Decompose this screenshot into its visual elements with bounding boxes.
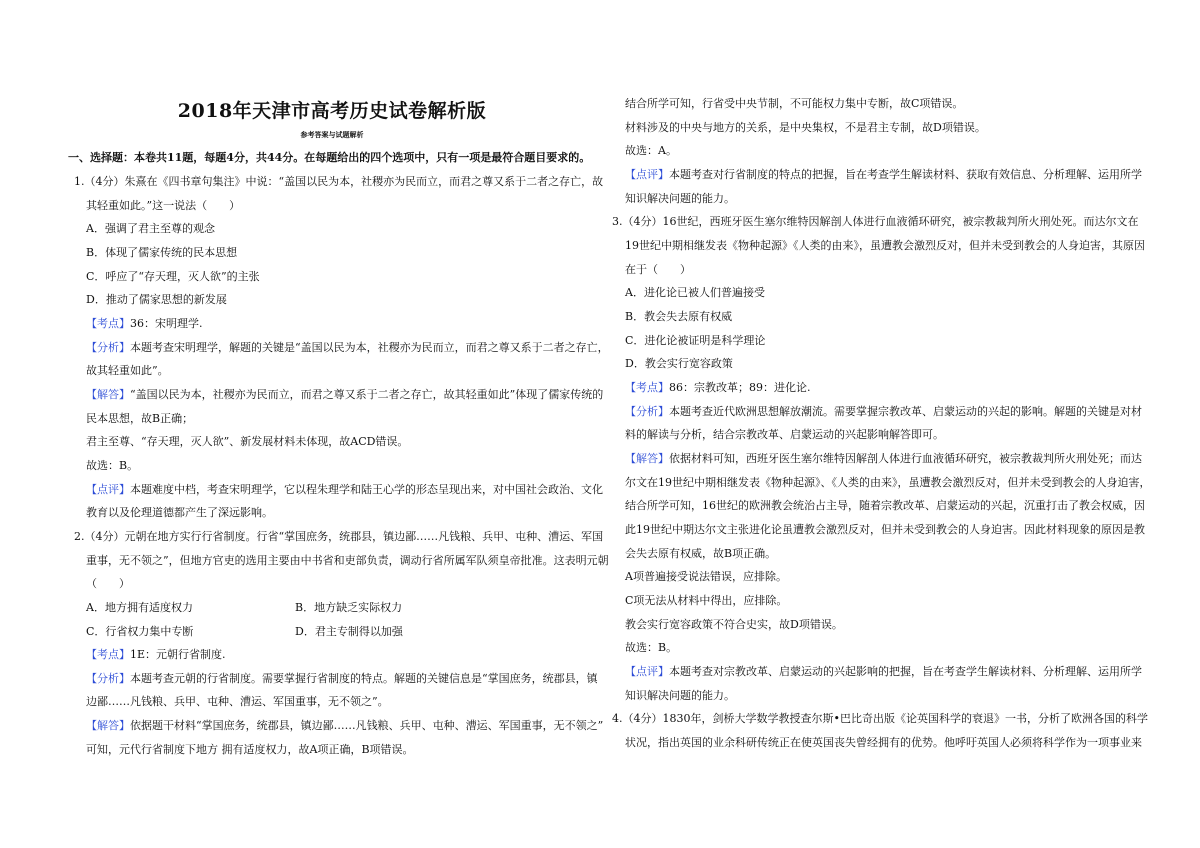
q3-option-d: D．教会实行宽容政策 <box>625 357 733 370</box>
q3-jieda-cont: 会失去原有权威，故B项正确。 <box>625 547 777 560</box>
q3-stem-line: 3.（4分）16世纪，西班牙医生塞尔维特因解剖人体进行血液循环研究，被宗教裁判所火刑处死。而达尔文在 <box>612 215 1139 228</box>
q1-jieda-cont: 君主至尊、“存天理，灭人欲”、新发展材料未体现，故ACD错误。 <box>86 435 409 448</box>
q2-stem-line: （ ） <box>86 577 130 590</box>
q2-jieda-cont: 结合所学可知，行省受中央节制，不可能权力集中专断，故C项错误。 <box>625 97 964 110</box>
q2-fenxi-cont: 边鄙……凡钱粮、兵甲、屯种、漕运、军国重事，无不领之”。 <box>86 695 389 708</box>
section-heading: 一、选择题：本卷共11题，每题4分，共44分。在每题给出的四个选项中，只有一项是最符合题目要求的。 <box>68 151 591 164</box>
q2-dianping <box>625 167 1142 183</box>
q3-jieda-cont: C项无法从材料中得出，应排除。 <box>625 594 788 607</box>
q3-dianping-cont: 知识解决问题的能力。 <box>625 689 735 702</box>
jieda-tag: 【解答】 <box>625 452 669 465</box>
q3-kaodian-text: 86：宗教改革；89：进化论. <box>669 381 811 394</box>
document-subtitle: 参考答案与试题解析 <box>300 130 364 139</box>
fenxi-tag: 【分析】 <box>86 672 130 685</box>
q1-stem-line: 其轻重如此。”这一说法（ ） <box>86 199 241 212</box>
q1-option-b: B．体现了儒家传统的民本思想 <box>86 246 238 259</box>
q2-jieda-cont: 材料涉及的中央与地方的关系，是中央集权，不是君主专制，故D项错误。 <box>625 121 986 134</box>
fenxi-tag: 【分析】 <box>625 405 669 418</box>
q3-option-a: A．进化论已被人们普遍接受 <box>625 286 765 299</box>
kaodian-tag: 【考点】 <box>86 317 130 330</box>
q2-dianping-text: 本题考查对行省制度的特点的把握，旨在考查学生解读材料、获取有效信息、分析理解、运用所学 <box>669 168 1142 181</box>
q1-dianping-cont: 教育以及伦理道德都产生了深远影响。 <box>86 506 273 519</box>
q3-jieda-cont: A项普遍接受说法错误，应排除。 <box>625 570 787 583</box>
q2-answer: 故选：A。 <box>625 144 677 157</box>
q2-option-c: C．行省权力集中专断 <box>86 625 194 638</box>
q3-option-c: C．进化论被证明是科学理论 <box>625 334 766 347</box>
kaodian-tag: 【考点】 <box>625 381 669 394</box>
q3-stem-line: 在于（ ） <box>625 263 691 276</box>
q3-jieda-cont: 教会实行宽容政策不符合史实，故D项错误。 <box>625 618 843 631</box>
q1-option-a: A．强调了君主至尊的观念 <box>86 222 215 235</box>
q1-jieda-text: “盖国以民为本，社稷亦为民而立，而君之尊又系于二者之存亡，故其轻重如此”体现了儒家传统的 <box>130 388 604 401</box>
q2-fenxi-text: 本题考查元朝的行省制度。需要掌握行省制度的特点。解题的关键信息是“掌国庶务，统郡县，镇 <box>130 672 598 685</box>
dianping-tag: 【点评】 <box>625 168 669 181</box>
q3-kaodian <box>625 380 811 396</box>
q2-stem-line: 2.（4分）元朝在地方实行行省制度。行省“掌国庶务，统郡县，镇边鄙……凡钱粮、兵甲、屯种、漕运、军国 <box>74 530 604 543</box>
q2-dianping-cont: 知识解决问题的能力。 <box>625 192 735 205</box>
q3-fenxi <box>625 404 1142 420</box>
q1-kaodian <box>86 316 203 332</box>
q1-dianping-text: 本题难度中档，考查宋明理学，它以程朱理学和陆王心学的形态呈现出来，对中国社会政治、文化 <box>130 483 603 496</box>
q2-stem-line: 重事，无不领之”，但地方官吏的选用主要由中书省和吏部负责，调动行省所属军队须皇帝批准。这表明元朝 <box>86 554 609 567</box>
q1-fenxi-cont: 故其轻重如此”。 <box>86 364 169 377</box>
q3-dianping <box>625 664 1142 680</box>
q3-answer: 故选：B。 <box>625 641 678 654</box>
q3-fenxi-cont: 料的解读与分析，结合宗教改革、启蒙运动的兴起影响解答即可。 <box>625 428 944 441</box>
kaodian-tag: 【考点】 <box>86 648 130 661</box>
q1-fenxi <box>86 340 609 356</box>
q2-kaodian <box>86 647 226 663</box>
q2-option-b: B．地方缺乏实际权力 <box>295 601 403 614</box>
q1-option-c: C．呼应了“存天理，灭人欲”的主张 <box>86 270 260 283</box>
q1-jieda-cont: 民本思想，故B正确； <box>86 412 194 425</box>
q2-option-a: A．地方拥有适度权力 <box>86 601 193 614</box>
q3-jieda-cont: 尔文在19世纪中期相继发表《物种起源》、《人类的由来》，虽遭教会激烈反对，但并未受到教会的人身迫害， <box>625 476 1151 489</box>
q2-option-d: D．君主专制得以加强 <box>295 625 403 638</box>
jieda-tag: 【解答】 <box>86 719 130 732</box>
fenxi-tag: 【分析】 <box>86 341 130 354</box>
dianping-tag: 【点评】 <box>86 483 130 496</box>
q3-dianping-text: 本题考查对宗教改革、启蒙运动的兴起影响的把握，旨在考查学生解读材料、分析理解、运用所学 <box>669 665 1142 678</box>
q1-kaodian-text: 36：宋明理学. <box>130 317 203 330</box>
jieda-tag: 【解答】 <box>86 388 130 401</box>
q2-kaodian-text: 1E：元朝行省制度. <box>130 648 226 661</box>
q4-stem-line: 状况，指出英国的业余科研传统正在使英国丧失曾经拥有的优势。他呼吁英国人必须将科学作为一项事业来 <box>625 736 1142 749</box>
dianping-tag: 【点评】 <box>625 665 669 678</box>
q3-option-b: B．教会失去原有权威 <box>625 310 733 323</box>
q2-jieda-cont: 可知，元代行省制度下地方 拥有适度权力，故A项正确，B项错误。 <box>86 743 414 756</box>
q1-option-d: D．推动了儒家思想的新发展 <box>86 293 227 306</box>
q1-fenxi-text: 本题考查宋明理学，解题的关键是“盖国以民为本，社稷亦为民而立，而君之尊又系于二者之存亡， <box>130 341 609 354</box>
q3-jieda <box>625 451 1142 467</box>
q2-jieda <box>86 718 603 734</box>
q2-jieda-text: 依据题干材料“掌国庶务，统郡县，镇边鄙……凡钱粮、兵甲、屯种、漕运、军国重事，无不领之” <box>130 719 604 732</box>
q3-jieda-cont: 结合所学可知，16世纪的欧洲教会统治占主导，随着宗教改革、启蒙运动的兴起，沉重打击了教会权威，因 <box>625 499 1145 512</box>
q1-dianping <box>86 482 603 498</box>
q2-fenxi <box>86 671 598 687</box>
document-title: 2018年天津市高考历史试卷解析版 <box>177 100 487 122</box>
q3-jieda-text: 依据材料可知，西班牙医生塞尔维特因解剖人体进行血液循环研究，被宗教裁判所火刑处死；而达 <box>669 452 1142 465</box>
q3-stem-line: 19世纪中期相继发表《物种起源》《人类的由来》，虽遭教会激烈反对，但并未受到教会的人身迫害，其原因 <box>625 239 1145 252</box>
q3-fenxi-text: 本题考查近代欧洲思想解放潮流。需要掌握宗教改革、启蒙运动的兴起的影响。解题的关键是对材 <box>669 405 1142 418</box>
q1-stem-line: 1.（4分）朱熹在《四书章句集注》中说：“盖国以民为本，社稷亦为民而立，而君之尊又系于二者之存亡，故 <box>74 175 604 188</box>
q3-jieda-cont: 此19世纪中期达尔文主张进化论虽遭教会激烈反对，但并未受到教会的人身迫害。因此材料现象的原因是教 <box>625 523 1145 536</box>
q1-answer: 故选：B。 <box>86 459 139 472</box>
q1-jieda <box>86 387 603 403</box>
q4-stem-line: 4.（4分）1830年，剑桥大学数学教授查尔斯•巴比奇出版《论英国科学的衰退》一书，分析了欧洲各国的科学 <box>612 712 1148 725</box>
